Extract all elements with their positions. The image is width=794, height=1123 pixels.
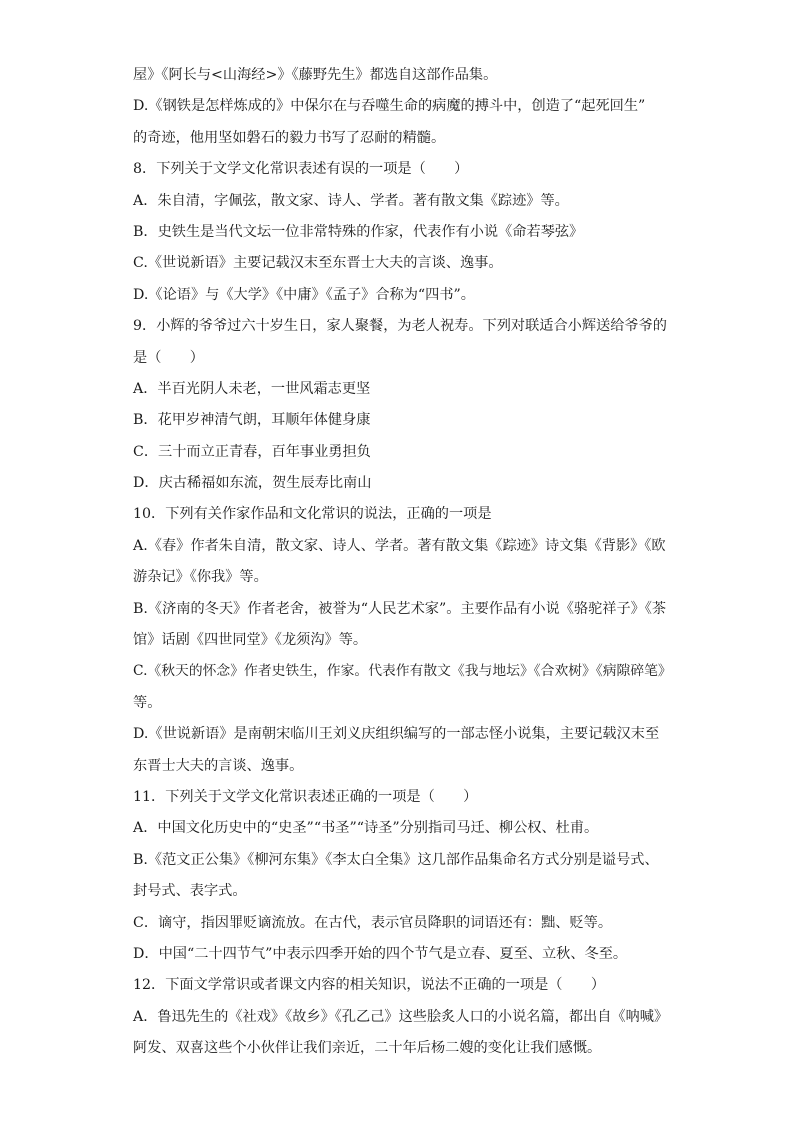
- option-b: B．史铁生是当代文坛一位非常特殊的作家，代表作有小说《命若琴弦》: [133, 223, 584, 240]
- option-b-cont: 封号式、表字式。: [133, 883, 247, 900]
- option-c: C．谪守，指因罪贬谪流放。在古代，表示官员降职的词语还有：黜、贬等。: [133, 914, 613, 931]
- option-a: A．半百光阴人未老，一世风霜志更坚: [133, 380, 371, 397]
- text-line: 屋》《阿长与<山海经>》《藤野先生》都选自这部作品集。: [133, 67, 498, 83]
- document-body: [133, 60, 673, 1065]
- option-a-cont: 游杂记》《你我》等。: [133, 569, 268, 586]
- text-line: 的奇迹，他用坚如磐石的毅力书写了忍耐的精髓。: [133, 129, 446, 146]
- question-12: 12．下面文学常识或者课文内容的相关知识，说法不正确的一项是（ ）: [133, 977, 606, 994]
- option-d-cont: 东晋士大夫的言谈、逸事。: [133, 757, 304, 774]
- option-d: D．中国“二十四节气”中表示四季开始的四个节气是立春、夏至、立秋、冬至。: [133, 945, 628, 962]
- option-a-cont: 阿发、双喜这些个小伙伴让我们亲近，二十年后杨二嫂的变化让我们感慨。: [133, 1040, 602, 1057]
- option-d: D.《世说新语》是南朝宋临川王刘义庆组织编写的一部志怪小说集，主要记载汉末至: [133, 726, 660, 743]
- question-9: 9．小辉的爷爷过六十岁生日，家人聚餐，为老人祝寿。下列对联适合小辉送给爷爷的: [133, 318, 667, 335]
- option-c: C.《秋天的怀念》作者史铁生，作家。代表作有散文《我与地坛》《合欢树》《病隙碎笔》: [133, 663, 672, 680]
- option-b: B.《济南的冬天》作者老舍，被誉为“人民艺术家”。主要作品有小说《骆驼祥子》《茶: [133, 600, 667, 617]
- option-a: A.《春》作者朱自清，散文家、诗人、学者。著有散文集《踪迹》诗文集《背影》《欧: [133, 537, 666, 554]
- option-a: A．鲁迅先生的《社戏》《故乡》《孔乙己》这些脍炙人口的小说名篇，都出自《呐喊》: [133, 1008, 669, 1025]
- option-b: B.《范文正公集》《柳河东集》《李太白全集》这几部作品集命名方式分别是谥号式、: [133, 851, 659, 868]
- option-d: D．庆古稀福如东流，贺生辰寿比南山: [133, 475, 372, 492]
- option-b-cont: 馆》话剧《四世同堂》《龙须沟》等。: [133, 632, 368, 649]
- text-line: D.《钢铁是怎样炼成的》中保尔在与吞噬生命的病魔的搏斗中，创造了“起死回生”: [133, 98, 646, 115]
- option-a: A．朱自清，字佩弦，散文家、诗人、学者。著有散文集《踪迹》等。: [133, 192, 569, 209]
- option-d: D.《论语》与《大学》《中庸》《孟子》合称为“四书”。: [133, 286, 475, 303]
- question-8: 8．下列关于文学文化常识表述有误的一项是（ ）: [133, 161, 469, 178]
- question-9-cont: 是（ ）: [133, 349, 204, 366]
- option-c-cont: 等。: [133, 694, 162, 711]
- option-a: A．中国文化历史中的“史圣”“书圣”“诗圣”分别指司马迁、柳公权、杜甫。: [133, 820, 599, 837]
- question-10: 10．下列有关作家作品和文化常识的说法，正确的一项是: [133, 506, 492, 523]
- option-b: B．花甲岁神清气朗，耳顺年体健身康: [133, 412, 371, 429]
- option-c: C.《世说新语》主要记载汉末至东晋士大夫的言谈、逸事。: [133, 255, 503, 272]
- option-c: C．三十而立正青春，百年事业勇担负: [133, 443, 371, 460]
- question-11: 11．下列关于文学文化常识表述正确的一项是（ ）: [133, 788, 478, 805]
